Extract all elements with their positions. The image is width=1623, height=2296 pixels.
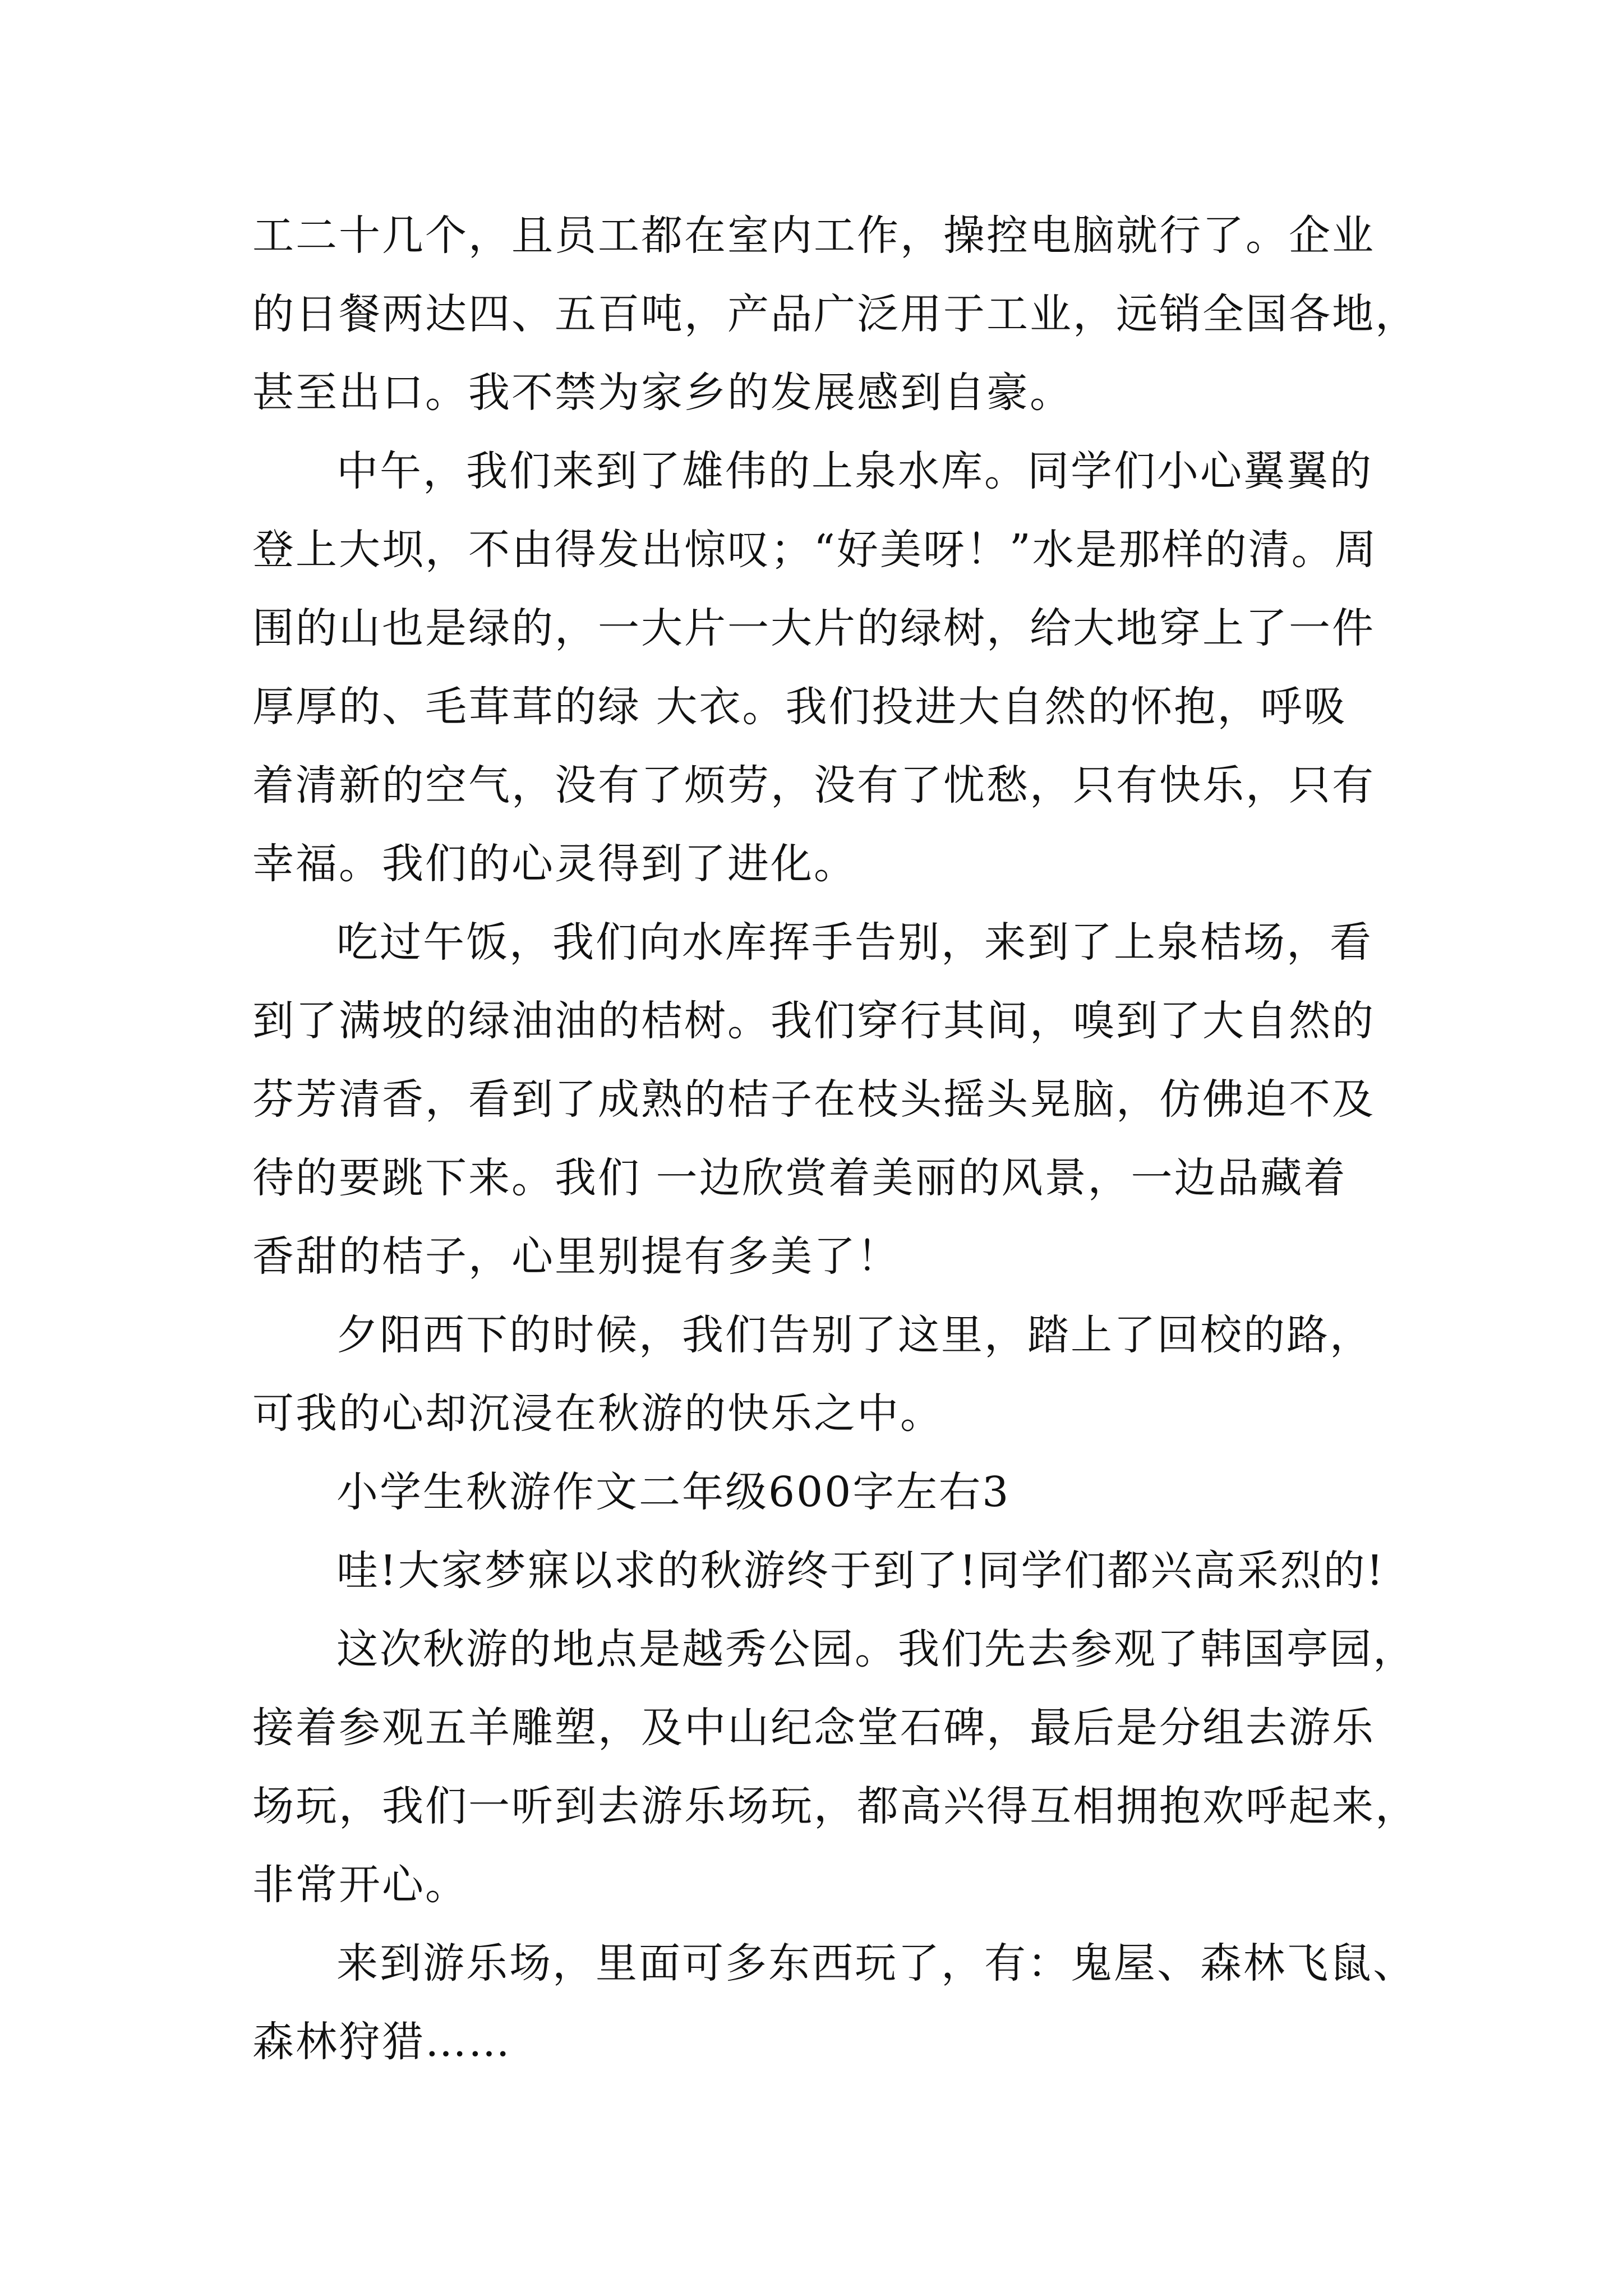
text-line: 场玩，我们一听到去游乐场玩，都高兴得互相拥抱欢呼起来， bbox=[252, 1782, 1418, 1830]
text-line: 可我的心却沉浸在秋游的快乐之中。 bbox=[252, 1389, 943, 1438]
paragraph-start: 哇!大家梦寐以求的秋游终于到了!同学们都兴高采烈的! bbox=[336, 1547, 1385, 1595]
text-line: 芬芳清香，看到了成熟的桔子在枝头摇头晃脑，仿佛迫不及 bbox=[252, 1075, 1375, 1124]
text-line: 非常开心。 bbox=[252, 1861, 468, 1909]
text-line: 香甜的桔子，心里别提有多美了！ bbox=[252, 1232, 900, 1281]
text-line: 接着参观五羊雕塑，及中山纪念堂石碑，最后是分组去游乐 bbox=[252, 1704, 1375, 1752]
paragraph-start: 夕阳西下的时候，我们告别了这里，踏上了回校的路， bbox=[336, 1311, 1373, 1359]
paragraph-start: 吃过午饭，我们向水库挥手告别，来到了上泉桔场，看 bbox=[336, 918, 1373, 967]
text-line: 围的山也是绿的，一大片一大片的绿树，给大地穿上了一件 bbox=[252, 604, 1375, 652]
text-line: 着清新的空气，没有了烦劳，没有了忧愁，只有快乐，只有 bbox=[252, 761, 1375, 809]
text-line: 幸福。我们的心灵得到了进化。 bbox=[252, 840, 857, 888]
text-line: 待的要跳下来。我们 一边欣赏着美丽的风景，一边品藏着 bbox=[252, 1154, 1347, 1202]
text-line: 厚厚的、毛茸茸的绿 大衣。我们投进大自然的怀抱，呼吸 bbox=[252, 683, 1347, 731]
text-line: 森林狩猎…… bbox=[252, 2018, 511, 2066]
paragraph-start: 这次秋游的地点是越秀公园。我们先去参观了韩国亭园， bbox=[336, 1625, 1416, 1673]
text-line: 甚至出口。我不禁为家乡的发展感到自豪。 bbox=[252, 369, 1073, 417]
text-line: 工二十几个，且员工都在室内工作，操控电脑就行了。企业 bbox=[252, 211, 1375, 260]
section-heading: 小学生秋游作文二年级600字左右3 bbox=[336, 1468, 1011, 1516]
text-line: 登上大坝，不由得发出惊叹；“好美呀！”水是那样的清。周 bbox=[252, 526, 1378, 574]
text-line: 到了满坡的绿油油的桔树。我们穿行其间，嗅到了大自然的 bbox=[252, 997, 1375, 1045]
paragraph-start: 中午，我们来到了雄伟的上泉水库。同学们小心翼翼的 bbox=[336, 447, 1373, 495]
text-line: 的日餐两达四、五百吨，产品广泛用于工业，远销全国各地， bbox=[252, 290, 1418, 338]
paragraph-start: 来到游乐场，里面可多东西玩了，有：鬼屋、森林飞鼠、 bbox=[336, 1939, 1416, 1987]
